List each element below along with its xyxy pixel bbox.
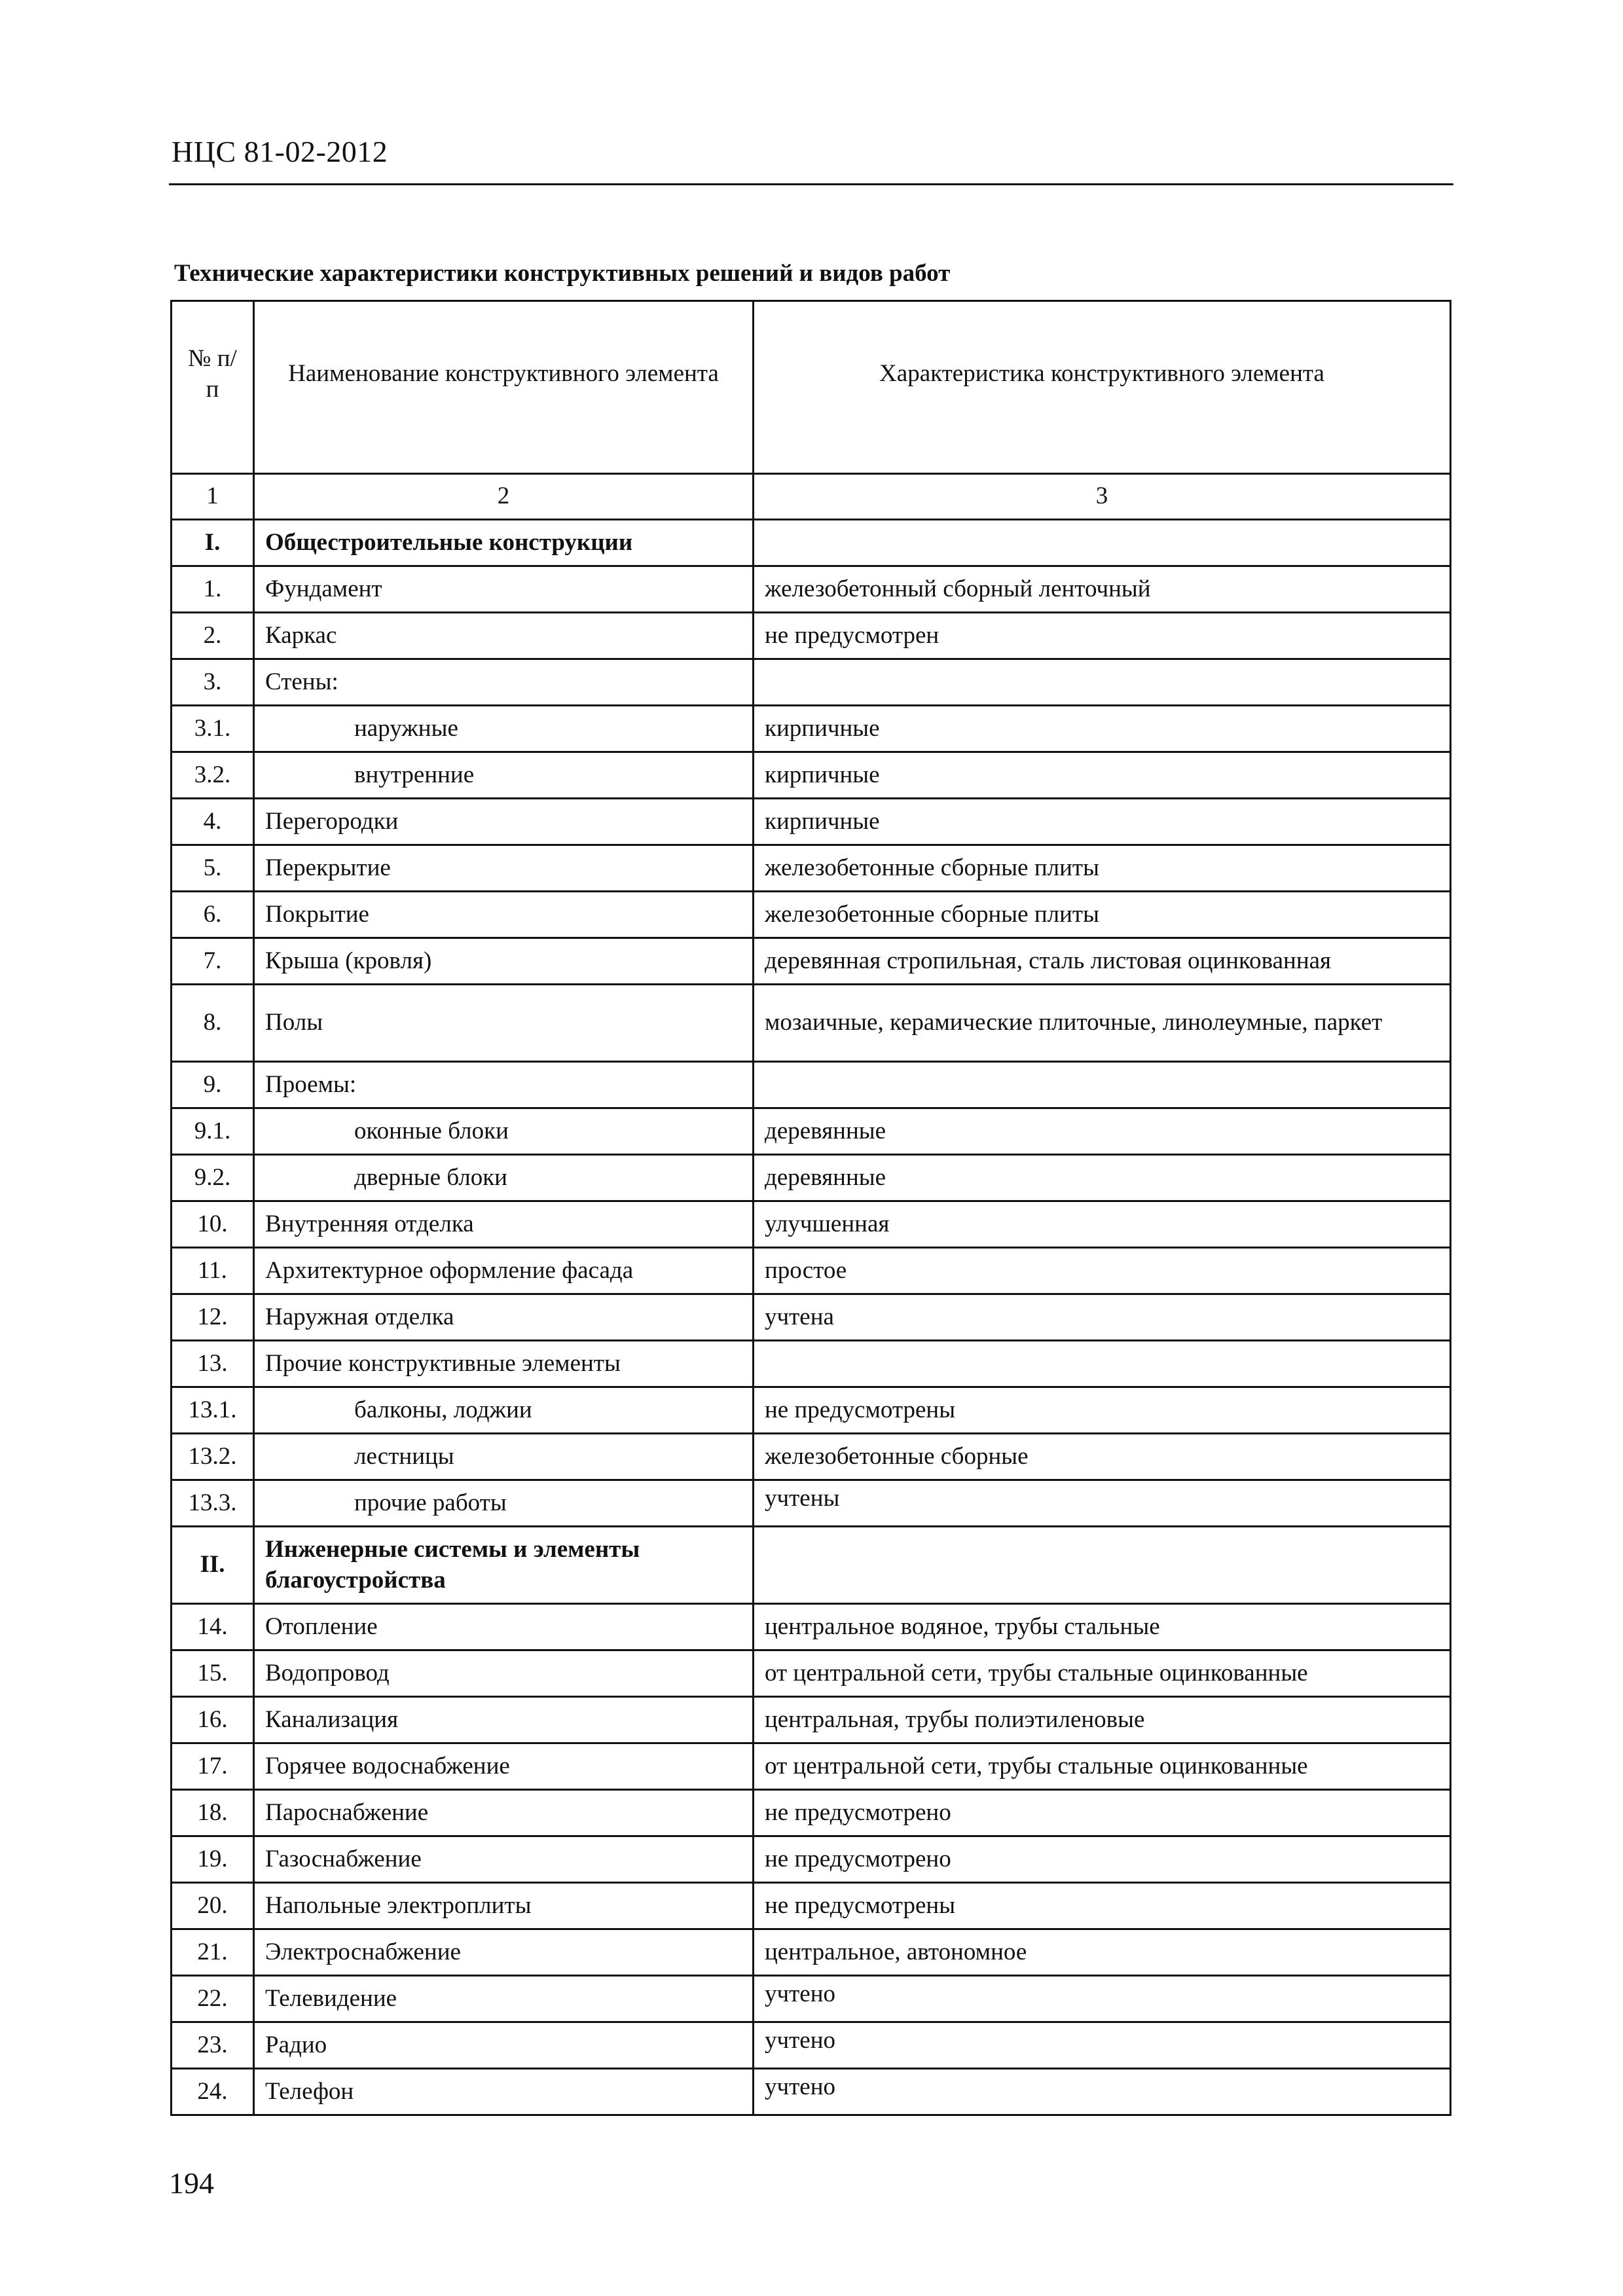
row-name: Проемы:: [254, 1062, 754, 1108]
header-cell-num: № п/п: [172, 301, 254, 474]
header-cell-value: Характеристика конструктивного элемента: [754, 301, 1451, 474]
row-number: 4.: [172, 799, 254, 845]
row-number: I.: [172, 520, 254, 566]
table-row: [172, 1527, 1451, 1604]
row-value: [754, 659, 1451, 706]
table-row: [172, 799, 1451, 845]
page-number: 194: [169, 2166, 214, 2200]
row-value: [754, 1062, 1451, 1108]
row-name: Газоснабжение: [254, 1836, 754, 1883]
table-row: [172, 659, 1451, 706]
table-header-row: [172, 301, 1451, 474]
row-name: Отопление: [254, 1604, 754, 1650]
table-row: [172, 1480, 1451, 1527]
row-value: деревянные: [754, 1108, 1451, 1155]
table-row: [172, 1387, 1451, 1434]
spec-table: [170, 300, 1451, 2116]
row-value: не предусмотрены: [754, 1387, 1451, 1434]
row-value: [754, 1527, 1451, 1604]
column-number-2: 2: [254, 474, 754, 520]
row-name: лестницы: [254, 1434, 754, 1480]
row-number: 13.2.: [172, 1434, 254, 1480]
row-number: 3.1.: [172, 706, 254, 752]
row-name: Общестроительные конструкции: [254, 520, 754, 566]
row-name: Крыша (кровля): [254, 938, 754, 985]
row-value: учтено: [754, 2022, 1451, 2069]
table-row: [172, 1434, 1451, 1480]
row-value: кирпичные: [754, 706, 1451, 752]
row-name: Телефон: [254, 2069, 754, 2115]
table-row: [172, 938, 1451, 985]
column-number-3: 3: [754, 474, 1451, 520]
table-row: [172, 706, 1451, 752]
table-row: [172, 566, 1451, 613]
table-row: [172, 520, 1451, 566]
header-divider: [169, 183, 1453, 185]
table-row: [172, 1883, 1451, 1929]
row-value: простое: [754, 1248, 1451, 1294]
row-name: прочие работы: [254, 1480, 754, 1527]
row-number: 6.: [172, 892, 254, 938]
row-name: внутренние: [254, 752, 754, 799]
row-name: Перегородки: [254, 799, 754, 845]
row-name: Внутренняя отделка: [254, 1201, 754, 1248]
row-name: Покрытие: [254, 892, 754, 938]
row-name: Перекрытие: [254, 845, 754, 892]
table-row: [172, 1650, 1451, 1697]
row-value: от центральной сети, трубы стальные оцинкованные: [754, 1650, 1451, 1697]
row-number: 13.1.: [172, 1387, 254, 1434]
row-number: 12.: [172, 1294, 254, 1341]
row-number: 20.: [172, 1883, 254, 1929]
row-value: не предусмотрено: [754, 1836, 1451, 1883]
row-name: Пароснабжение: [254, 1790, 754, 1836]
row-name: Канализация: [254, 1697, 754, 1743]
table-row: [172, 1341, 1451, 1387]
row-number: 13.: [172, 1341, 254, 1387]
row-number: 14.: [172, 1604, 254, 1650]
row-number: 5.: [172, 845, 254, 892]
table-row: [172, 752, 1451, 799]
row-value: кирпичные: [754, 799, 1451, 845]
table-row: [172, 1294, 1451, 1341]
row-name: дверные блоки: [254, 1155, 754, 1201]
row-number: 15.: [172, 1650, 254, 1697]
column-numbers-row: [172, 474, 1451, 520]
row-name: Водопровод: [254, 1650, 754, 1697]
row-name: Архитектурное оформление фасада: [254, 1248, 754, 1294]
row-number: 18.: [172, 1790, 254, 1836]
row-name: Наружная отделка: [254, 1294, 754, 1341]
row-value: железобетонные сборные плиты: [754, 892, 1451, 938]
table-row: [172, 1248, 1451, 1294]
row-name: Каркас: [254, 613, 754, 659]
row-value: [754, 1341, 1451, 1387]
row-name: оконные блоки: [254, 1108, 754, 1155]
row-number: 9.2.: [172, 1155, 254, 1201]
row-number: 24.: [172, 2069, 254, 2115]
row-value: [754, 520, 1451, 566]
row-number: 1.: [172, 566, 254, 613]
row-value: центральное водяное, трубы стальные: [754, 1604, 1451, 1650]
row-number: 10.: [172, 1201, 254, 1248]
table-row: [172, 613, 1451, 659]
header-cell-name: Наименование конструктивного элемента: [254, 301, 754, 474]
row-name: Стены:: [254, 659, 754, 706]
row-number: 11.: [172, 1248, 254, 1294]
row-number: 2.: [172, 613, 254, 659]
row-number: 21.: [172, 1929, 254, 1976]
row-value: учтена: [754, 1294, 1451, 1341]
row-number: 3.2.: [172, 752, 254, 799]
row-value: мозаичные, керамические плиточные, линолеумные, паркет: [754, 985, 1451, 1062]
table-row: [172, 1108, 1451, 1155]
row-name: Фундамент: [254, 566, 754, 613]
row-number: 7.: [172, 938, 254, 985]
row-name: Электроснабжение: [254, 1929, 754, 1976]
table-row: [172, 1790, 1451, 1836]
row-name: Прочие конструктивные элементы: [254, 1341, 754, 1387]
row-number: 22.: [172, 1976, 254, 2022]
table-caption: Технические характеристики конструктивных решений и видов работ: [174, 260, 951, 287]
table-row: [172, 1604, 1451, 1650]
row-value: деревянные: [754, 1155, 1451, 1201]
row-value: деревянная стропильная, сталь листовая оцинкованная: [754, 938, 1451, 985]
row-value: не предусмотрены: [754, 1883, 1451, 1929]
table-row: [172, 1201, 1451, 1248]
table-row: [172, 1062, 1451, 1108]
table-row: [172, 845, 1451, 892]
row-value: центральное, автономное: [754, 1929, 1451, 1976]
table-row: [172, 1836, 1451, 1883]
table-row: [172, 1155, 1451, 1201]
document-code: НЦС 81-02-2012: [172, 135, 388, 168]
table-row: [172, 1743, 1451, 1790]
row-value: учтено: [754, 1976, 1451, 2022]
row-value: улучшенная: [754, 1201, 1451, 1248]
row-value: железобетонные сборные плиты: [754, 845, 1451, 892]
row-name: наружные: [254, 706, 754, 752]
row-value: от центральной сети, трубы стальные оцинкованные: [754, 1743, 1451, 1790]
row-value: не предусмотрено: [754, 1790, 1451, 1836]
row-name: Инженерные системы и элементы благоустройства: [254, 1527, 754, 1604]
table-row: [172, 1976, 1451, 2022]
row-value: железобетонные сборные: [754, 1434, 1451, 1480]
row-number: 19.: [172, 1836, 254, 1883]
row-number: 9.1.: [172, 1108, 254, 1155]
table-row: [172, 2069, 1451, 2115]
row-value: учтены: [754, 1480, 1451, 1527]
table-row: [172, 985, 1451, 1062]
row-name: Напольные электроплиты: [254, 1883, 754, 1929]
table-row: [172, 2022, 1451, 2069]
table-row: [172, 1697, 1451, 1743]
row-value: не предусмотрен: [754, 613, 1451, 659]
row-value: учтено: [754, 2069, 1451, 2115]
table-row: [172, 1929, 1451, 1976]
row-number: 8.: [172, 985, 254, 1062]
column-number-1: 1: [172, 474, 254, 520]
row-value: центральная, трубы полиэтиленовые: [754, 1697, 1451, 1743]
row-number: 17.: [172, 1743, 254, 1790]
row-name: балконы, лоджии: [254, 1387, 754, 1434]
row-name: Радио: [254, 2022, 754, 2069]
row-value: железобетонный сборный ленточный: [754, 566, 1451, 613]
row-number: 9.: [172, 1062, 254, 1108]
row-number: II.: [172, 1527, 254, 1604]
row-name: Телевидение: [254, 1976, 754, 2022]
row-value: кирпичные: [754, 752, 1451, 799]
row-number: 16.: [172, 1697, 254, 1743]
row-number: 13.3.: [172, 1480, 254, 1527]
row-name: Горячее водоснабжение: [254, 1743, 754, 1790]
table-row: [172, 892, 1451, 938]
row-name: Полы: [254, 985, 754, 1062]
row-number: 23.: [172, 2022, 254, 2069]
row-number: 3.: [172, 659, 254, 706]
